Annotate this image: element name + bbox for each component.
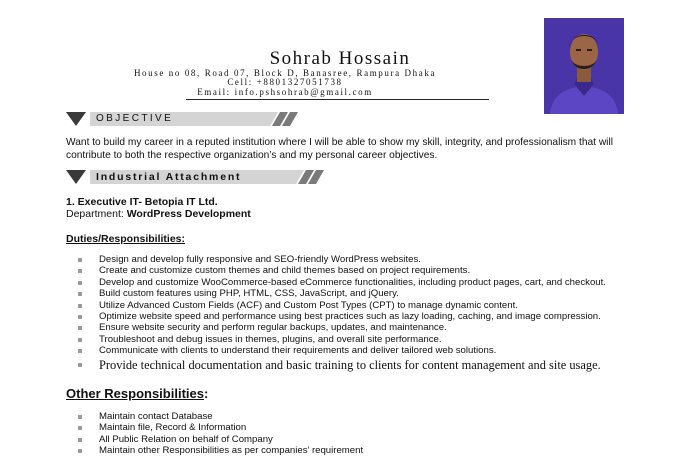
industrial-heading: Industrial Attachment: [96, 171, 242, 183]
square-bullet-icon: [78, 415, 82, 419]
duties-heading: Duties/Responsibilities:: [66, 233, 186, 245]
profile-photo: [544, 18, 624, 114]
square-bullet-icon: [78, 281, 82, 285]
industrial-section-header: [66, 170, 324, 184]
list-item: Provide technical documentation and basic training to clients for content management and site usage.: [78, 358, 606, 372]
list-item: Build custom features using PHP, HTML, CSS, JavaScript, and jQuery.: [78, 288, 606, 299]
list-item: Design and develop fully responsive and SEO-friendly WordPress websites.: [78, 254, 606, 265]
department-value: WordPress Development: [126, 208, 251, 220]
department-label: Department:: [66, 208, 127, 220]
list-item: Optimize website speed and performance using best practices such as lazy loading, caching, and image compression.: [78, 311, 606, 322]
email-line: Email: info.pshsohrab@gmail.com: [197, 87, 373, 97]
square-bullet-icon: [78, 349, 82, 353]
cell-line: Cell: +8801327051738: [227, 77, 343, 87]
square-bullet-icon: [78, 258, 82, 262]
objective-text: Want to build my career in a reputed institution where I will be able to show my skill, integrity, and professionalism that will contribute to both the respective organization’s and my personal career objectives.: [66, 137, 613, 161]
duties-list: [78, 254, 606, 372]
person-portrait-icon: [544, 18, 624, 114]
square-bullet-icon: [78, 326, 82, 330]
square-bullet-icon: [78, 426, 82, 430]
list-item: Maintain other Responsibilities as per companies’ requirement: [78, 445, 363, 456]
job-title: 1. Executive IT- Betopia IT Ltd.: [66, 196, 218, 208]
header-divider: [186, 99, 489, 100]
list-item: Create and customize custom themes and child themes based on project requirements.: [78, 265, 606, 276]
square-bullet-icon: [78, 338, 82, 342]
objective-section-header: [66, 112, 298, 126]
square-bullet-icon: [78, 449, 82, 453]
other-responsibilities-list: [78, 411, 363, 457]
square-bullet-icon: [78, 304, 82, 308]
other-responsibilities-heading: Other Responsibilities:: [66, 386, 209, 401]
list-item: Communicate with clients to understand their requirements and deliver tailored web solutions.: [78, 345, 606, 356]
list-item: Maintain file, Record & Information: [78, 422, 363, 433]
square-bullet-icon: [78, 269, 82, 273]
list-item: All Public Relation on behalf of Company: [78, 434, 363, 445]
list-item: Ensure website security and perform regular backups, updates, and maintenance.: [78, 322, 606, 333]
list-item: Troubleshoot and debug issues in themes, plugins, and overall site performance.: [78, 334, 606, 345]
list-item: Maintain contact Database: [78, 411, 363, 422]
square-bullet-icon: [78, 438, 82, 442]
objective-heading: OBJECTIVE: [96, 113, 174, 124]
square-bullet-icon: [78, 363, 82, 367]
list-item: Utilize Advanced Custom Fields (ACF) and Custom Post Types (CPT) to manage dynamic content.: [78, 300, 606, 311]
square-bullet-icon: [78, 315, 82, 319]
square-bullet-icon: [78, 292, 82, 296]
address-line: House no 08, Road 07, Block D, Banasree, Rampura Dhaka: [133, 68, 437, 78]
department-line: [66, 208, 251, 220]
candidate-name: Sohrab Hossain: [269, 48, 411, 69]
list-item: Develop and customize WooCommerce-based eCommerce functionalities, including product pages, cart, and checkout.: [78, 277, 606, 288]
